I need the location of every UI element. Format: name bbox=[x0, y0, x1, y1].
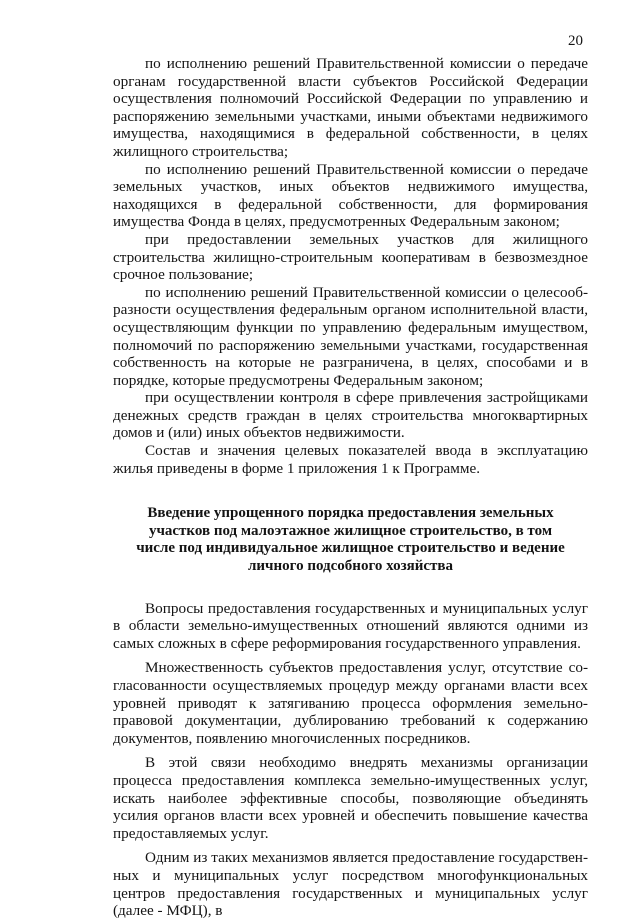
document-body bbox=[113, 55, 588, 920]
paragraph: Множественность субъектов предоставления услуг, отсутствие согласованности осуществляемых процедур между органами власти всех уровней приводят к затягиванию процесса оформления земельно-правовой документации, дублированию требований к содержанию документов, появлению многочисленных посредников. bbox=[113, 659, 588, 748]
paragraph: Состав и значения целевых показателей ввода в эксплуатацию жилья приведены в форме 1 приложения 1 к Программе. bbox=[113, 442, 588, 477]
paragraph: по исполнению решений Правительственной комиссии о передаче земельных участков, иных объектов недвижимого имущества, находящихся в федеральной собственности, для формирования имущества Фонда в целях, предусмотренных Федеральным законом; bbox=[113, 160, 588, 231]
paragraph: В этой связи необходимо внедрять механизмы организации процесса предоставления комплекса земельно-имущественных услуг, искать наиболее эффективные способы, позволяющие объединять усилия органов власти всех уровней и обеспечить повышение качества предоставляемых услуг. bbox=[113, 754, 588, 843]
section-body bbox=[113, 600, 588, 920]
page-number: 20 bbox=[568, 33, 583, 49]
paragraph: по исполнению решений Правительственной комиссии о передаче органам государственной власти субъектов Российской Федерации осуществления полномочий Российской Федерации по управлению и распоряжению земельными участками, иными объектами недвижимого имущества, находящимися в федеральной собственности, в целях жилищного строительства; bbox=[113, 55, 588, 160]
paragraph: при осуществлении контроля в сфере привлечения застройщиками денежных средств граждан в целях строительства многоквартирных домов и (или) иных объектов недвижимости. bbox=[113, 389, 588, 442]
paragraph: Вопросы предоставления государственных и муниципальных услуг в области земельно-имущественных отношений являются одними из самых сложных в сфере реформирования государственного управления. bbox=[113, 599, 588, 653]
paragraph: Одним из таких механизмов является предоставление государственных и муниципальных услуг посредством многофункциональных центров предоставления государственных и муниципальных услуг (далее - МФЦ), в bbox=[113, 848, 588, 920]
paragraph: при предоставлении земельных участков для жилищного строительства жилищно-строительным кооперативам в безвозмездное срочное пользование; bbox=[113, 230, 588, 284]
paragraph: по исполнению решений Правительственной комиссии о целесообразности осуществления федеральным органом исполнительной власти, осуществляющим функции по управлению федеральным имуществом, полномочий по распоряжению земельными участками, государственная собственность на которые не разграничена, в целях, способами и в порядке, которые предусмотрены Федеральным законом; bbox=[113, 283, 588, 389]
section-heading: Введение упрощенного порядка предоставления земельных участков под малоэтажное жилищное строительство, в том числе под индивидуальное жилищное строительство и ведение личного подсобного хозяйства bbox=[136, 505, 565, 575]
